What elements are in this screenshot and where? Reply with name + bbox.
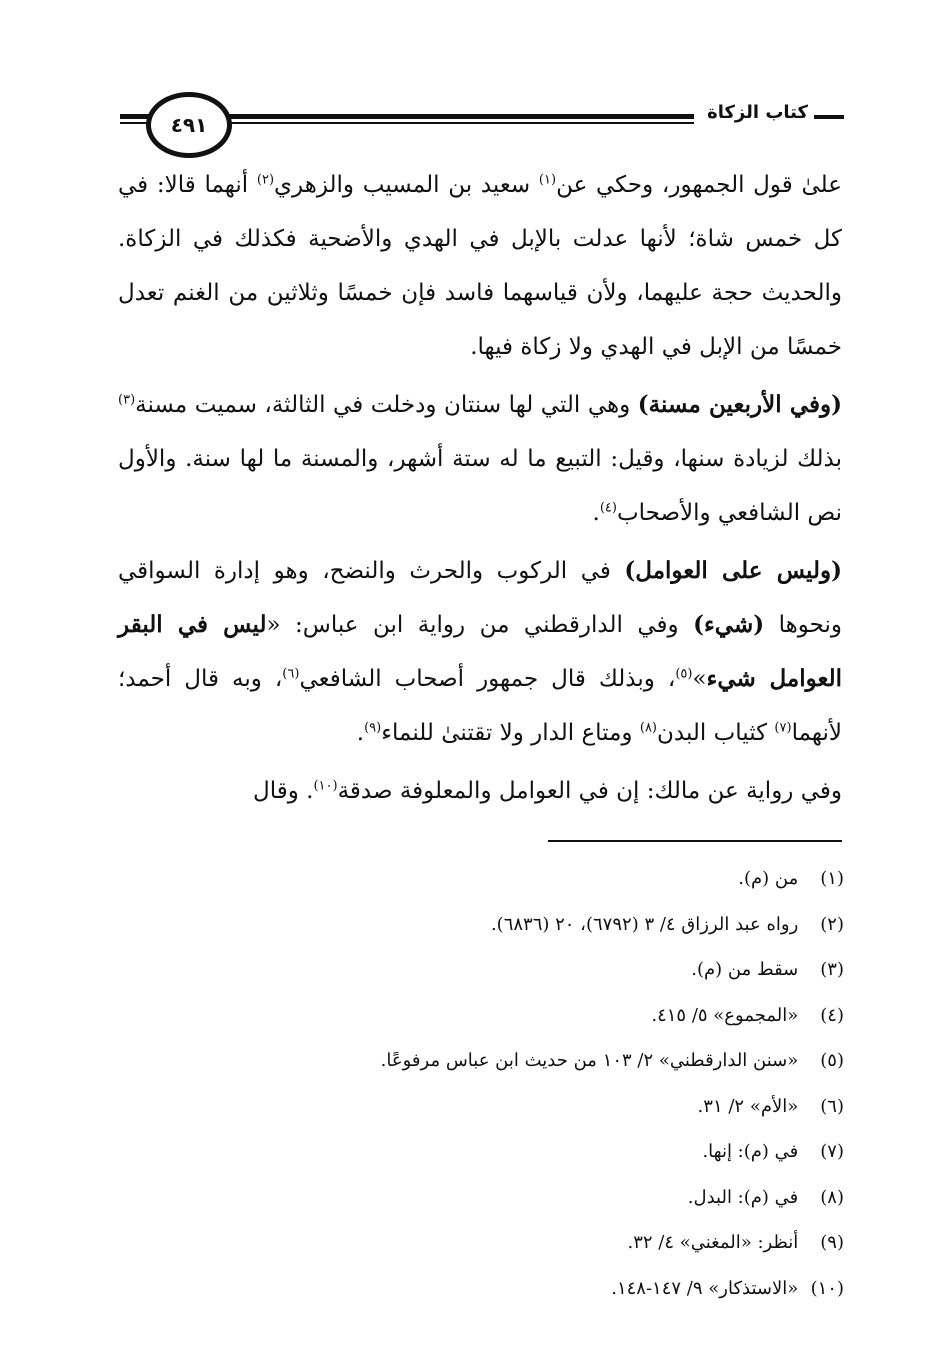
footnote-item: [104, 1084, 844, 1130]
footnote-number: (٢): [820, 913, 844, 935]
footnote-ref[interactable]: (٥): [675, 666, 693, 682]
footnote-ref[interactable]: (٤): [599, 500, 617, 516]
footnote-number: (١): [820, 868, 844, 889]
footnote-text: في (م): إنها.: [702, 1141, 799, 1162]
footnote-text: «المجموع» ٥/ ٤١٥.: [651, 1004, 799, 1026]
matn-quote: (وليس على العوامل): [624, 557, 842, 584]
paragraph-4: [118, 764, 842, 818]
footnote-text: من (م).: [738, 868, 799, 889]
footnote-text: «الأم» ٢/ ٣١.: [697, 1095, 799, 1117]
footnotes: [104, 856, 844, 1311]
footnote-item: [104, 1175, 844, 1221]
footnote-number: (٧): [820, 1141, 844, 1162]
text-run: سعيد بن المسيب والزهري: [274, 172, 539, 198]
main-text: [118, 158, 842, 818]
footnote-ref[interactable]: (١): [538, 172, 557, 188]
footnote-text: في (م): البدل.: [687, 1186, 799, 1208]
footnote-item: [104, 1220, 844, 1266]
footnote-number: (٦): [820, 1095, 844, 1117]
footnote-text: أنظر: «المغني» ٤/ ٣٢.: [627, 1232, 799, 1253]
page-number: ٤٩١: [170, 113, 208, 137]
footnote-ref[interactable]: (١٠): [313, 778, 338, 794]
text-run: كثياب البدن: [657, 720, 775, 746]
text-run: في الركوب والحرث والنضح، وهو إدارة السواقي ونحوها: [118, 558, 842, 638]
footnote-item: [104, 947, 844, 993]
footnote-number: (٤): [820, 1004, 844, 1026]
footnote-number: (٩): [820, 1232, 844, 1253]
text-run: .: [356, 720, 365, 746]
footnote-item: [104, 1038, 844, 1084]
text-run: أنهما قالا: في كل خمس شاة؛ لأنها عدلت بالإبل في الهدي والأضحية فكذلك في الزكاة. والحديث حجة عليهما، ولأن قياسهما فاسد فإن خمسًا وثلاثين من الغنم تعدل خمسًا من الإبل في الهدي ولا زكاة فيها.: [118, 172, 842, 360]
page-header: [120, 92, 844, 158]
paragraph-2: [118, 378, 842, 540]
footnote-item: [104, 1129, 844, 1175]
text-run: ، وبذلك قال جمهور أصحاب الشافعي: [299, 666, 676, 692]
text-run: وهي التي لها سنتان ودخلت في الثالثة، سميت مسنة: [135, 392, 638, 418]
matn-quote: (شيء): [693, 611, 765, 638]
text-run: ومتاع الدار ولا تقتنىٰ للنماء: [381, 720, 640, 746]
paragraph-1: [118, 158, 842, 374]
text-run: »: [692, 666, 707, 692]
footnote-item: [104, 1266, 844, 1312]
footnote-ref[interactable]: (٨): [639, 720, 657, 736]
footnote-text: «سنن الدارقطني» ٢/ ١٠٣ من حديث ابن عباس مرفوعًا.: [380, 1050, 799, 1071]
footnote-number: (٨): [820, 1186, 844, 1208]
matn-quote: (وفي الأربعين مسنة): [637, 391, 842, 418]
footnote-number: (١٠): [810, 1277, 844, 1299]
running-title: كتاب الزكاة: [707, 102, 808, 123]
footnote-ref[interactable]: (٢): [256, 172, 275, 188]
header-dash: [814, 115, 844, 119]
footnote-item: [104, 856, 844, 902]
text-run: وفي رواية عن مالك: إن في العوامل والمعلوفة صدقة: [337, 778, 842, 804]
footnote-number: (٥): [820, 1050, 844, 1071]
text-run: بذلك لزيادة سنها، وقيل: التبيع ما له ستة أشهر، والمسنة ما لها سنة. والأول نص الشافعي والأصحاب: [118, 446, 842, 526]
page-number-badge: [146, 92, 232, 158]
footnote-ref[interactable]: (٧): [774, 720, 792, 736]
footnote-text: رواه عبد الرزاق ٤/ ٣ (٦٧٩٢)، ٢٠ (٦٨٣٦).: [490, 913, 799, 935]
footnote-item: [104, 993, 844, 1039]
footnote-number: (٣): [820, 959, 844, 980]
text-run: . وقال: [253, 778, 314, 804]
text-run: وفي الدارقطني من رواية ابن عباس: «: [266, 612, 694, 638]
footnote-ref[interactable]: (٣): [118, 392, 136, 408]
paragraph-3: [118, 544, 842, 760]
text-run: علىٰ قول الجمهور، وحكي عن: [556, 172, 842, 198]
hadith-quote: ليس في البقر العوامل شيء: [118, 611, 842, 692]
footnote-ref[interactable]: (٦): [282, 666, 300, 682]
footnote-text: سقط من (م).: [691, 959, 799, 980]
text-run: ، وبه قال أحمد؛ لأنهما: [118, 666, 842, 746]
footnote-text: «الاستذكار» ٩/ ١٤٧-١٤٨.: [611, 1277, 799, 1299]
footnote-ref[interactable]: (٩): [364, 720, 382, 736]
footnote-item: [104, 902, 844, 948]
text-run: .: [592, 500, 600, 526]
footnote-separator: [548, 840, 842, 842]
